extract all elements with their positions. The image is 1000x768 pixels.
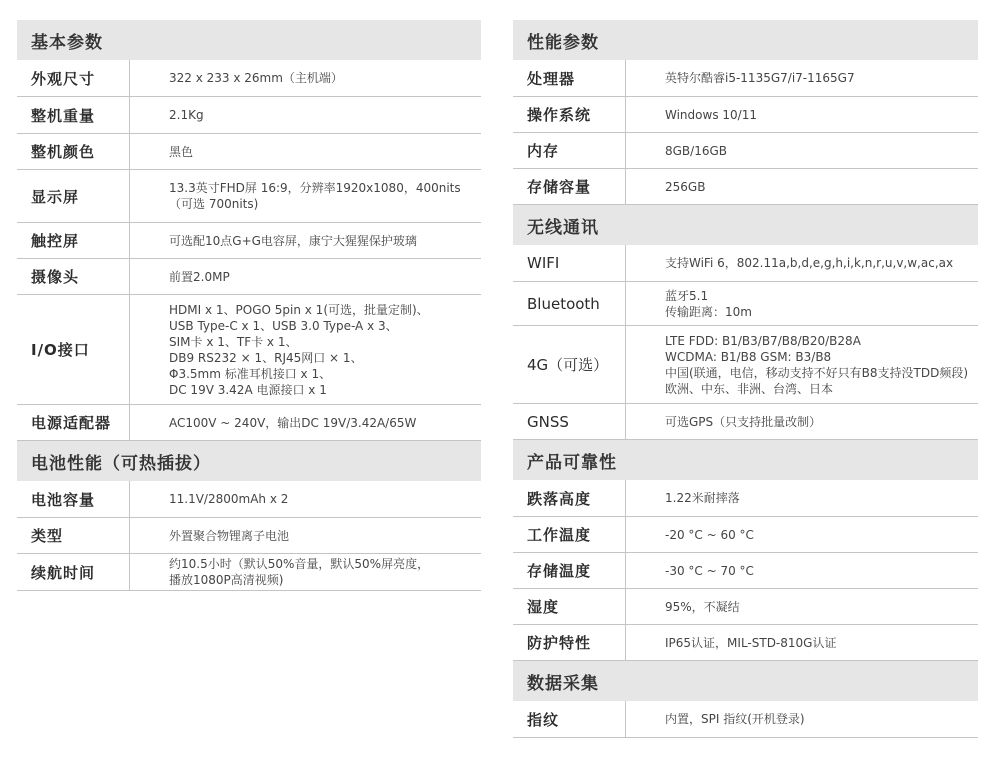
spec-value (626, 480, 978, 516)
spec-label: 电源适配器 (17, 405, 130, 440)
spec-value-line: Windows 10/11 (665, 107, 757, 122)
spec-value-line: USB Type-C x 1、USB 3.0 Type-A x 3、 (169, 318, 398, 333)
spec-value-line: 支持WiFi 6，802.11a,b,d,e,g,h,i,k,n,r,u,v,w,ac,ax (665, 256, 954, 270)
spec-row (513, 701, 978, 738)
section-header-performance: 性能参数 (513, 20, 978, 60)
spec-row (513, 589, 978, 625)
spec-row (17, 405, 481, 441)
spec-value (130, 134, 481, 169)
spec-value-line: 可选配10点G+G电容屏，康宁大猩猩保护玻璃 (169, 233, 417, 248)
spec-value (130, 405, 481, 440)
spec-value-line: WCDMA: B1/B8 GSM: B3/B8 (665, 349, 832, 364)
spec-value (626, 553, 978, 588)
spec-label: 电池容量 (17, 481, 130, 517)
spec-value (626, 404, 978, 439)
battery-spec-table (17, 481, 481, 591)
spec-value-line: -30 °C ~ 70 °C (665, 563, 754, 578)
spec-value (130, 170, 481, 222)
spec-label: 摄像头 (17, 259, 130, 294)
section-header-reliability: 产品可靠性 (513, 440, 978, 480)
spec-value (130, 554, 481, 590)
performance-spec-table (513, 60, 978, 205)
spec-value (626, 625, 978, 660)
spec-row (17, 481, 481, 518)
spec-label: 4G（可选） (513, 326, 626, 403)
spec-label: 内存 (513, 133, 626, 168)
spec-label: 触控屏 (17, 223, 130, 258)
spec-row (513, 326, 978, 404)
spec-label: 整机重量 (17, 97, 130, 133)
left-column (17, 20, 481, 591)
spec-row (513, 97, 978, 133)
spec-value-line: -20 °C ~ 60 °C (665, 527, 754, 542)
basic-spec-table (17, 60, 481, 441)
spec-row (513, 625, 978, 661)
spec-label: 防护特性 (513, 625, 626, 660)
section-header-data: 数据采集 (513, 661, 978, 701)
section-header-battery: 电池性能（可热插拔） (17, 441, 481, 481)
spec-value-line: 英特尔酷睿i5-1135G7/i7-1165G7 (665, 71, 855, 85)
right-column (513, 20, 978, 738)
spec-label: 处理器 (513, 60, 626, 96)
spec-value (626, 589, 978, 624)
spec-value (626, 60, 978, 96)
spec-row (513, 133, 978, 169)
spec-label: 指纹 (513, 701, 626, 737)
spec-value (626, 97, 978, 132)
spec-value (626, 169, 978, 204)
spec-value (626, 133, 978, 168)
spec-value-line: 11.1V/2800mAh x 2 (169, 492, 289, 506)
spec-value (130, 295, 481, 404)
spec-value (130, 518, 481, 553)
spec-value (626, 517, 978, 552)
spec-value-line: 可选GPS（只支持批量改制） (665, 414, 822, 429)
spec-value-line: 蓝牙5.1 (665, 288, 709, 303)
spec-value-line: 约10.5小时（默认50%音量，默认50%屏亮度， (169, 557, 430, 571)
spec-row (17, 295, 481, 405)
spec-value-line: 中国(联通，电信，移动支持不好只有B8支持没TDD频段) (665, 365, 969, 380)
spec-value-line: 2.1Kg (169, 108, 204, 122)
spec-row (17, 223, 481, 259)
spec-value-line: 1.22米耐摔落 (665, 491, 740, 505)
spec-row (513, 245, 978, 282)
spec-label: 外观尺寸 (17, 60, 130, 96)
spec-label: Bluetooth (513, 282, 626, 325)
spec-label: 类型 (17, 518, 130, 553)
spec-value-line: 外置聚合物锂离子电池 (169, 528, 290, 543)
spec-label: 存储温度 (513, 553, 626, 588)
spec-label: 工作温度 (513, 517, 626, 552)
spec-label: 续航时间 (17, 554, 130, 590)
spec-row (513, 517, 978, 553)
spec-value (130, 481, 481, 517)
reliability-spec-table (513, 480, 978, 661)
spec-value-line: 256GB (665, 179, 706, 194)
spec-value-line: 黑色 (169, 144, 194, 159)
spec-value-line: HDMI x 1、POGO 5pin x 1(可选，批量定制)、 (169, 302, 429, 317)
spec-value-line: AC100V ~ 240V，输出DC 19V/3.42A/65W (169, 415, 417, 430)
spec-label: WIFI (513, 245, 626, 281)
spec-label: 湿度 (513, 589, 626, 624)
spec-value (626, 245, 978, 281)
spec-row (17, 97, 481, 134)
spec-row (513, 553, 978, 589)
spec-value-line: 322 x 233 x 26mm（主机端） (169, 71, 343, 85)
wireless-spec-table (513, 245, 978, 440)
spec-value (626, 701, 978, 737)
spec-row (17, 170, 481, 223)
spec-label: 显示屏 (17, 170, 130, 222)
spec-value-line: SIM卡 x 1、TF卡 x 1、 (169, 334, 298, 349)
spec-value-line: （可选 700nits) (169, 197, 259, 211)
spec-row (17, 134, 481, 170)
spec-label: 操作系统 (513, 97, 626, 132)
spec-value (626, 326, 978, 403)
spec-row (17, 518, 481, 554)
spec-row (513, 480, 978, 517)
spec-label: I/O接口 (17, 295, 130, 404)
section-header-basic: 基本参数 (17, 20, 481, 60)
spec-value (626, 282, 978, 325)
spec-label: 整机颜色 (17, 134, 130, 169)
spec-value-line: Φ3.5mm 标准耳机接口 x 1、 (169, 366, 332, 381)
spec-value (130, 60, 481, 96)
spec-value-line: 前置2.0MP (169, 269, 230, 284)
spec-value-line: IP65认证，MIL-STD-810G认证 (665, 635, 837, 650)
spec-row (513, 169, 978, 205)
spec-value-line: LTE FDD: B1/B3/B7/B8/B20/B28A (665, 333, 861, 348)
spec-row (17, 259, 481, 295)
section-header-wireless: 无线通讯 (513, 205, 978, 245)
spec-value-line: 8GB/16GB (665, 143, 728, 158)
spec-row (17, 554, 481, 591)
spec-value-line: 内置，SPI 指纹(开机登录) (665, 712, 805, 726)
spec-row (513, 60, 978, 97)
spec-value-line: 欧洲、中东、非洲、台湾、日本 (665, 381, 834, 396)
data-capture-spec-table (513, 701, 978, 738)
spec-value-line: 13.3英寸FHD屏 16:9，分辨率1920x1080，400nits (169, 181, 461, 195)
spec-value-line: DC 19V 3.42A 电源接口 x 1 (169, 382, 327, 397)
spec-label: GNSS (513, 404, 626, 439)
spec-row (17, 60, 481, 97)
spec-label: 跌落高度 (513, 480, 626, 516)
spec-value-line: 95%，不凝结 (665, 599, 740, 614)
spec-row (513, 282, 978, 326)
spec-value (130, 223, 481, 258)
spec-row (513, 404, 978, 440)
spec-value-line: DB9 RS232 × 1、RJ45网口 × 1、 (169, 350, 363, 365)
spec-value (130, 97, 481, 133)
spec-value-line: 播放1080P高清视频) (169, 573, 284, 587)
spec-label: 存储容量 (513, 169, 626, 204)
spec-value (130, 259, 481, 294)
spec-value-line: 传输距离：10m (665, 304, 752, 319)
